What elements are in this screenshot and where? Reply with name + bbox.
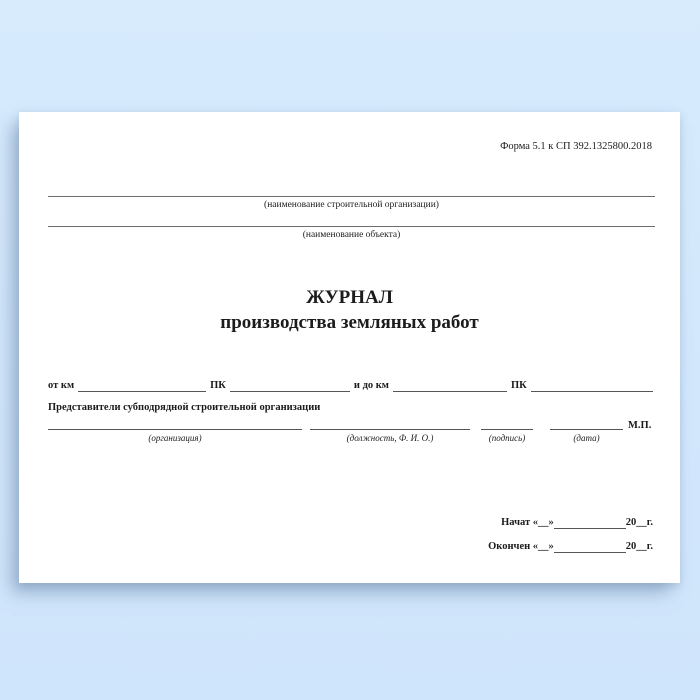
km-from-label: от км [48,380,75,391]
km-range-row [48,379,653,392]
seal-label: М.П. [628,420,652,431]
signature-sign-field [481,419,533,444]
signature-date-field [550,419,623,444]
started-year: 20__г. [625,517,653,528]
signature-sign-blank [481,419,533,430]
signature-sign-caption: (подпись) [488,433,526,443]
signature-date-blank [550,419,623,430]
organization-name-block [48,196,655,211]
km-to-blank [393,381,507,392]
pk1-label: ПК [210,380,226,391]
km-from-blank [78,381,206,392]
finished-year: 20__г. [625,541,653,552]
signature-position-blank [310,419,470,430]
signature-organization-blank [48,419,302,430]
form-reference: Форма 5.1 к СП 392.1325800.2018 [500,141,652,152]
started-blank [554,518,626,529]
document-title-line2: производства земляных работ [220,312,479,333]
signature-organization-field [48,419,302,444]
object-name-caption: (наименование объекта) [302,230,401,240]
representatives-label: Представители субподрядной строительной организации [48,402,321,413]
started-label: Начат «__» [501,517,554,528]
document-title-line1: ЖУРНАЛ [306,287,393,308]
signature-date-caption: (дата) [573,433,600,443]
finished-row [488,540,653,553]
object-name-block [48,226,655,241]
signature-organization-caption: (организация) [148,433,202,443]
document-title [19,285,680,335]
signature-row [48,419,653,444]
signature-position-caption: (должность, Ф. И. О.) [346,433,434,443]
object-name-line [48,226,655,227]
journal-dates-block [488,516,653,553]
organization-name-caption: (наименование строительной организации) [264,200,439,210]
finished-blank [554,542,626,553]
pk2-blank [531,381,653,392]
started-row [488,516,653,529]
signature-position-field [310,419,470,444]
pk2-label: ПК [510,380,527,391]
finished-label: Окончен «__» [488,541,554,552]
scanned-form-page [19,112,680,583]
km-to-label: и до км [353,380,389,391]
pk1-blank [230,381,350,392]
organization-name-line [48,196,655,197]
